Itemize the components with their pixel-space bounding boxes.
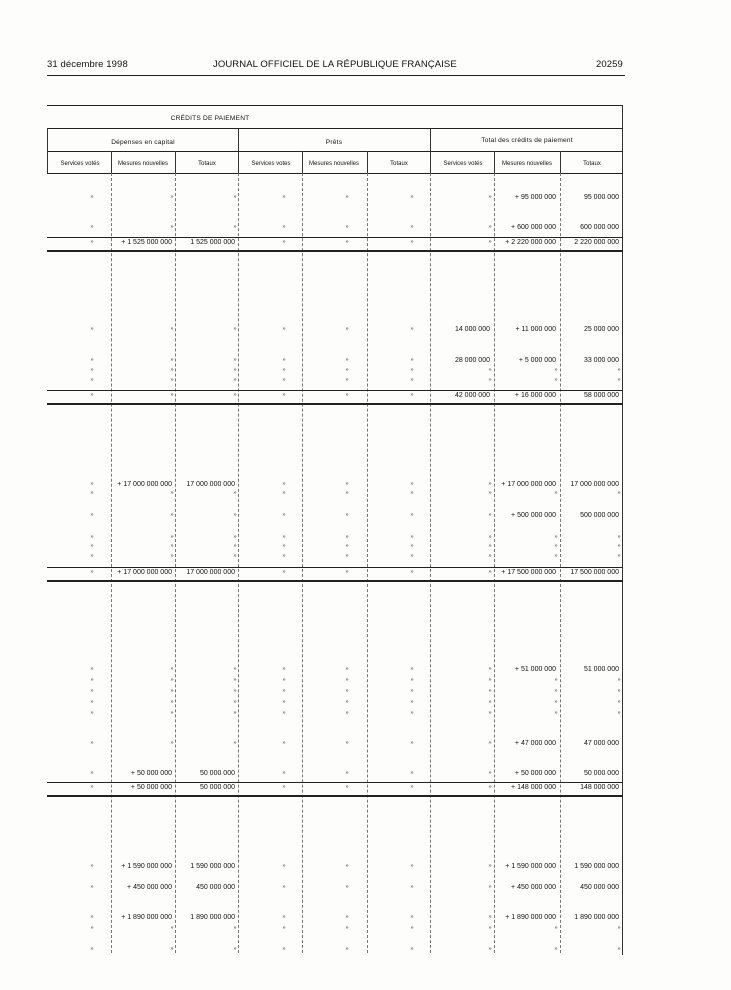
table-cell: » bbox=[233, 534, 237, 540]
table-cell: » bbox=[410, 914, 414, 920]
table-cell: » bbox=[488, 710, 492, 716]
table-cell: » bbox=[233, 392, 237, 398]
table-cell: » bbox=[170, 688, 174, 694]
table-cell: » bbox=[170, 357, 174, 363]
table-cell: » bbox=[345, 512, 349, 518]
table-cell: » bbox=[233, 194, 237, 200]
table-cell: » bbox=[282, 543, 286, 549]
table-cell: » bbox=[345, 481, 349, 487]
table-cell: » bbox=[282, 534, 286, 540]
table-cell: » bbox=[410, 569, 414, 575]
table-cell: » bbox=[170, 224, 174, 230]
table-cell: » bbox=[170, 490, 174, 496]
table-cell: 17 000 000 000 bbox=[570, 481, 619, 488]
table-cell: 1 590 000 000 bbox=[574, 863, 619, 870]
table-cell: + 95 000 000 bbox=[514, 194, 556, 201]
col-divider bbox=[111, 151, 112, 173]
table-cell: » bbox=[554, 490, 558, 496]
table-cell: » bbox=[488, 224, 492, 230]
table-cell: » bbox=[90, 677, 94, 683]
table-cell: + 600 000 000 bbox=[511, 224, 556, 231]
table-cell: 50 000 000 bbox=[583, 770, 619, 777]
table-cell: » bbox=[345, 946, 349, 952]
table-cell: » bbox=[90, 367, 94, 373]
table-cell: » bbox=[170, 666, 174, 672]
table-cell: » bbox=[488, 553, 492, 559]
table-cell: 50 000 000 bbox=[199, 770, 235, 777]
col-divider bbox=[560, 151, 561, 173]
table-cell: » bbox=[90, 377, 94, 383]
section-rule bbox=[47, 580, 623, 582]
section-rule bbox=[47, 403, 623, 405]
table-cell: » bbox=[90, 925, 94, 931]
table-cell: » bbox=[282, 553, 286, 559]
table-cell: » bbox=[90, 224, 94, 230]
table-title: CRÉDITS DE PAIEMENT bbox=[170, 115, 250, 122]
table-cell: » bbox=[282, 224, 286, 230]
table-cell: » bbox=[345, 569, 349, 575]
column-header: Mesures nouvelles bbox=[501, 161, 553, 167]
table-cell: » bbox=[345, 357, 349, 363]
table-cell: » bbox=[345, 677, 349, 683]
page-number: 20259 bbox=[596, 59, 623, 70]
table-cell: » bbox=[488, 699, 492, 705]
table-cell: 33 000 000 bbox=[583, 357, 619, 364]
table-cell: » bbox=[345, 666, 349, 672]
group-rule bbox=[47, 151, 623, 152]
table-cell: » bbox=[233, 543, 237, 549]
group-divider-3 bbox=[430, 128, 431, 173]
table-cell: » bbox=[554, 553, 558, 559]
body-col-rule bbox=[175, 173, 176, 953]
table-cell: » bbox=[90, 666, 94, 672]
group-header-capital: Dépenses en capital bbox=[111, 139, 175, 146]
table-cell: » bbox=[233, 688, 237, 694]
table-cell: » bbox=[282, 688, 286, 694]
table-cell: » bbox=[488, 946, 492, 952]
table-cell: » bbox=[345, 925, 349, 931]
table-cell: » bbox=[345, 740, 349, 746]
table-cell: + 148 000 000 bbox=[511, 784, 556, 791]
table-cell: » bbox=[90, 357, 94, 363]
table-cell: » bbox=[170, 392, 174, 398]
table-cell: » bbox=[410, 677, 414, 683]
table-cell: » bbox=[410, 326, 414, 332]
table-right-border bbox=[622, 105, 623, 955]
table-cell: » bbox=[617, 946, 621, 952]
column-header: Services votés bbox=[443, 161, 483, 167]
table-cell: » bbox=[90, 534, 94, 540]
title-rule bbox=[47, 128, 623, 129]
table-cell: » bbox=[90, 490, 94, 496]
table-cell: » bbox=[410, 884, 414, 890]
table-cell: + 50 000 000 bbox=[514, 770, 556, 777]
table-cell: » bbox=[345, 784, 349, 790]
table-cell: 450 000 000 bbox=[580, 884, 619, 891]
table-cell: » bbox=[170, 699, 174, 705]
table-cell: » bbox=[170, 740, 174, 746]
table-cell: » bbox=[282, 367, 286, 373]
col-divider bbox=[302, 151, 303, 173]
table-cell: » bbox=[488, 490, 492, 496]
table-cell: » bbox=[410, 925, 414, 931]
table-cell: » bbox=[488, 677, 492, 683]
body-col-rule bbox=[560, 173, 561, 953]
table-cell: » bbox=[233, 224, 237, 230]
table-cell: » bbox=[90, 569, 94, 575]
table-cell: » bbox=[90, 553, 94, 559]
table-cell: » bbox=[282, 946, 286, 952]
table-cell: + 500 000 000 bbox=[511, 512, 556, 519]
header-rule bbox=[47, 75, 625, 76]
table-cell: » bbox=[488, 740, 492, 746]
table-cell: + 1 590 000 000 bbox=[121, 863, 172, 870]
table-cell: » bbox=[410, 534, 414, 540]
table-cell: » bbox=[410, 770, 414, 776]
table-cell: » bbox=[233, 326, 237, 332]
table-cell: » bbox=[410, 357, 414, 363]
table-cell: + 17 000 000 000 bbox=[117, 481, 172, 488]
table-cell: » bbox=[282, 925, 286, 931]
table-cell: » bbox=[345, 367, 349, 373]
table-cell: » bbox=[90, 946, 94, 952]
group-divider-1 bbox=[47, 128, 48, 173]
table-top-rule bbox=[47, 105, 623, 106]
table-cell: » bbox=[554, 710, 558, 716]
table-cell: » bbox=[345, 392, 349, 398]
table-cell: » bbox=[410, 377, 414, 383]
journal-title: JOURNAL OFFICIEL DE LA RÉPUBLIQUE FRANÇAISE bbox=[213, 59, 457, 70]
table-cell: 1 890 000 000 bbox=[190, 914, 235, 921]
table-cell: » bbox=[554, 534, 558, 540]
col-divider bbox=[367, 151, 368, 173]
table-cell: 17 500 000 000 bbox=[570, 569, 619, 576]
table-cell: » bbox=[90, 863, 94, 869]
table-cell: + 51 000 000 bbox=[514, 666, 556, 673]
table-cell: » bbox=[282, 884, 286, 890]
table-cell: » bbox=[90, 194, 94, 200]
table-cell: + 16 000 000 bbox=[514, 392, 556, 399]
table-cell: » bbox=[488, 666, 492, 672]
body-col-rule bbox=[302, 173, 303, 953]
table-cell: + 47 000 000 bbox=[514, 740, 556, 747]
table-cell: » bbox=[617, 553, 621, 559]
table-cell: » bbox=[617, 925, 621, 931]
column-header: Totaux bbox=[198, 161, 216, 167]
table-cell: » bbox=[617, 710, 621, 716]
table-cell: » bbox=[90, 784, 94, 790]
table-cell: » bbox=[345, 194, 349, 200]
table-cell: + 450 000 000 bbox=[511, 884, 556, 891]
table-cell: 17 000 000 000 bbox=[186, 481, 235, 488]
table-cell: » bbox=[617, 699, 621, 705]
table-cell: » bbox=[410, 666, 414, 672]
table-cell: » bbox=[410, 367, 414, 373]
table-cell: » bbox=[170, 194, 174, 200]
table-cell: » bbox=[90, 699, 94, 705]
table-cell: + 5 000 000 bbox=[518, 357, 556, 364]
table-cell: » bbox=[617, 543, 621, 549]
table-cell: » bbox=[282, 326, 286, 332]
table-cell: » bbox=[554, 688, 558, 694]
table-cell: » bbox=[233, 925, 237, 931]
table-cell: + 1 590 000 000 bbox=[505, 863, 556, 870]
table-cell: » bbox=[282, 710, 286, 716]
table-cell: » bbox=[488, 914, 492, 920]
column-header: Mesures nouvelles bbox=[308, 161, 360, 167]
table-cell: » bbox=[282, 569, 286, 575]
table-cell: » bbox=[282, 914, 286, 920]
table-cell: » bbox=[488, 688, 492, 694]
table-cell: » bbox=[410, 481, 414, 487]
table-cell: » bbox=[410, 946, 414, 952]
table-cell: » bbox=[488, 863, 492, 869]
table-cell: » bbox=[488, 512, 492, 518]
table-cell: + 17 500 000 000 bbox=[501, 569, 556, 576]
table-cell: » bbox=[90, 392, 94, 398]
table-cell: + 1 525 000 000 bbox=[121, 239, 172, 246]
table-cell: » bbox=[617, 367, 621, 373]
table-cell: » bbox=[488, 534, 492, 540]
table-cell: » bbox=[488, 784, 492, 790]
table-cell: » bbox=[488, 367, 492, 373]
table-cell: » bbox=[410, 392, 414, 398]
table-cell: + 50 000 000 bbox=[130, 784, 172, 791]
table-cell: » bbox=[410, 553, 414, 559]
col-divider bbox=[494, 151, 495, 173]
table-cell: » bbox=[233, 367, 237, 373]
table-cell: » bbox=[410, 784, 414, 790]
table-cell: » bbox=[410, 740, 414, 746]
table-cell: 58 000 000 bbox=[583, 392, 619, 399]
table-cell: 1 590 000 000 bbox=[190, 863, 235, 870]
table-cell: » bbox=[410, 490, 414, 496]
table-cell: » bbox=[282, 392, 286, 398]
table-cell: » bbox=[282, 239, 286, 245]
table-cell: » bbox=[90, 481, 94, 487]
table-cell: » bbox=[170, 367, 174, 373]
table-cell: » bbox=[233, 946, 237, 952]
table-cell: » bbox=[233, 666, 237, 672]
table-cell: » bbox=[170, 553, 174, 559]
group-header-prets: Prêts bbox=[325, 139, 343, 146]
table-cell: » bbox=[554, 543, 558, 549]
table-cell: » bbox=[410, 688, 414, 694]
table-cell: » bbox=[90, 740, 94, 746]
table-cell: » bbox=[90, 239, 94, 245]
table-cell: » bbox=[410, 239, 414, 245]
page-date: 31 décembre 1998 bbox=[47, 59, 128, 70]
table-cell: 1 890 000 000 bbox=[574, 914, 619, 921]
table-cell: » bbox=[282, 194, 286, 200]
table-cell: » bbox=[488, 543, 492, 549]
table-cell: » bbox=[233, 710, 237, 716]
table-cell: » bbox=[282, 666, 286, 672]
table-cell: » bbox=[90, 543, 94, 549]
table-cell: » bbox=[282, 481, 286, 487]
column-header-rule bbox=[47, 173, 623, 174]
table-cell: » bbox=[488, 925, 492, 931]
table-cell: » bbox=[617, 377, 621, 383]
table-cell: » bbox=[170, 543, 174, 549]
table-cell: 25 000 000 bbox=[583, 326, 619, 333]
table-cell: » bbox=[170, 925, 174, 931]
table-cell: » bbox=[282, 377, 286, 383]
table-cell: » bbox=[282, 490, 286, 496]
table-cell: » bbox=[90, 884, 94, 890]
table-cell: » bbox=[345, 553, 349, 559]
table-cell: » bbox=[345, 699, 349, 705]
table-cell: 51 000 000 bbox=[583, 666, 619, 673]
body-col-rule bbox=[367, 173, 368, 953]
table-cell: » bbox=[488, 377, 492, 383]
table-cell: » bbox=[617, 534, 621, 540]
table-cell: » bbox=[345, 710, 349, 716]
table-cell: » bbox=[233, 377, 237, 383]
table-cell: » bbox=[410, 863, 414, 869]
table-cell: » bbox=[345, 326, 349, 332]
table-cell: » bbox=[345, 490, 349, 496]
table-cell: » bbox=[410, 543, 414, 549]
col-divider bbox=[175, 151, 176, 173]
table-cell: » bbox=[233, 677, 237, 683]
table-cell: » bbox=[282, 677, 286, 683]
table-cell: » bbox=[282, 770, 286, 776]
table-cell: » bbox=[554, 377, 558, 383]
column-header: Totaux bbox=[390, 161, 408, 167]
table-cell: » bbox=[170, 946, 174, 952]
table-cell: » bbox=[345, 543, 349, 549]
body-col-rule bbox=[494, 173, 495, 953]
table-cell: » bbox=[554, 946, 558, 952]
table-cell: + 2 220 000 000 bbox=[505, 239, 556, 246]
table-cell: » bbox=[345, 239, 349, 245]
table-cell: » bbox=[488, 481, 492, 487]
column-header: Services votes bbox=[251, 161, 291, 167]
group-header-total: Total des crédits de paiement bbox=[481, 137, 573, 144]
table-cell: + 1 890 000 000 bbox=[505, 914, 556, 921]
table-cell: » bbox=[282, 740, 286, 746]
table-cell: » bbox=[90, 512, 94, 518]
table-cell: 42 000 000 bbox=[454, 392, 490, 399]
table-cell: » bbox=[282, 863, 286, 869]
table-cell: » bbox=[345, 534, 349, 540]
table-cell: » bbox=[170, 710, 174, 716]
table-cell: » bbox=[90, 326, 94, 332]
table-cell: » bbox=[410, 710, 414, 716]
section-rule bbox=[47, 795, 623, 797]
table-cell: » bbox=[410, 194, 414, 200]
table-cell: » bbox=[90, 770, 94, 776]
table-cell: + 50 000 000 bbox=[130, 770, 172, 777]
table-cell: » bbox=[282, 784, 286, 790]
table-cell: » bbox=[488, 884, 492, 890]
table-cell: » bbox=[617, 490, 621, 496]
table-cell: 500 000 000 bbox=[580, 512, 619, 519]
table-cell: + 17 000 000 000 bbox=[501, 481, 556, 488]
table-cell: 600 000 000 bbox=[580, 224, 619, 231]
table-cell: » bbox=[410, 224, 414, 230]
table-cell: » bbox=[345, 224, 349, 230]
table-cell: 14 000 000 bbox=[454, 326, 490, 333]
table-cell: + 11 000 000 bbox=[515, 326, 556, 333]
table-cell: 1 525 000 000 bbox=[190, 239, 235, 246]
table-cell: » bbox=[282, 512, 286, 518]
section-rule bbox=[47, 250, 623, 252]
table-cell: » bbox=[488, 194, 492, 200]
table-cell: » bbox=[410, 512, 414, 518]
column-header: Mesures nouvelles bbox=[117, 161, 169, 167]
table-cell: 2 220 000 000 bbox=[574, 239, 619, 246]
table-cell: + 1 890 000 000 bbox=[121, 914, 172, 921]
table-cell: » bbox=[488, 569, 492, 575]
table-cell: » bbox=[554, 925, 558, 931]
body-col-rule bbox=[111, 173, 112, 953]
table-cell: » bbox=[282, 357, 286, 363]
table-cell: » bbox=[90, 914, 94, 920]
column-header: Services votés bbox=[60, 161, 100, 167]
table-cell: » bbox=[233, 699, 237, 705]
table-cell: » bbox=[170, 677, 174, 683]
table-cell: » bbox=[554, 367, 558, 373]
body-col-rule bbox=[238, 173, 239, 953]
table-cell: » bbox=[170, 326, 174, 332]
body-col-rule bbox=[430, 173, 431, 953]
table-cell: » bbox=[488, 770, 492, 776]
table-cell: » bbox=[410, 699, 414, 705]
table-cell: » bbox=[345, 863, 349, 869]
table-cell: + 17 000 000 000 bbox=[117, 569, 172, 576]
table-cell: » bbox=[90, 688, 94, 694]
table-cell: » bbox=[233, 553, 237, 559]
table-cell: 17 000 000 000 bbox=[186, 569, 235, 576]
table-cell: » bbox=[170, 377, 174, 383]
table-cell: 47 000 000 bbox=[583, 740, 619, 747]
table-cell: » bbox=[554, 699, 558, 705]
table-cell: » bbox=[170, 512, 174, 518]
table-cell: » bbox=[233, 357, 237, 363]
table-cell: » bbox=[90, 710, 94, 716]
group-divider-2 bbox=[238, 128, 239, 173]
table-cell: » bbox=[345, 688, 349, 694]
table-cell: » bbox=[617, 688, 621, 694]
table-cell: » bbox=[617, 677, 621, 683]
table-cell: » bbox=[345, 770, 349, 776]
table-cell: 95 000 000 bbox=[583, 194, 619, 201]
table-cell: + 450 000 000 bbox=[127, 884, 172, 891]
table-cell: » bbox=[345, 377, 349, 383]
table-cell: » bbox=[345, 884, 349, 890]
table-cell: » bbox=[170, 534, 174, 540]
table-cell: » bbox=[345, 914, 349, 920]
table-cell: 450 000 000 bbox=[196, 884, 235, 891]
table-cell: » bbox=[282, 699, 286, 705]
table-cell: » bbox=[233, 512, 237, 518]
table-cell: » bbox=[233, 740, 237, 746]
table-cell: 50 000 000 bbox=[199, 784, 235, 791]
table-cell: » bbox=[233, 490, 237, 496]
table-cell: 28 000 000 bbox=[454, 357, 490, 364]
table-cell: » bbox=[554, 677, 558, 683]
table-cell: » bbox=[488, 239, 492, 245]
table-cell: 148 000 000 bbox=[580, 784, 619, 791]
column-header: Totaux bbox=[583, 161, 601, 167]
